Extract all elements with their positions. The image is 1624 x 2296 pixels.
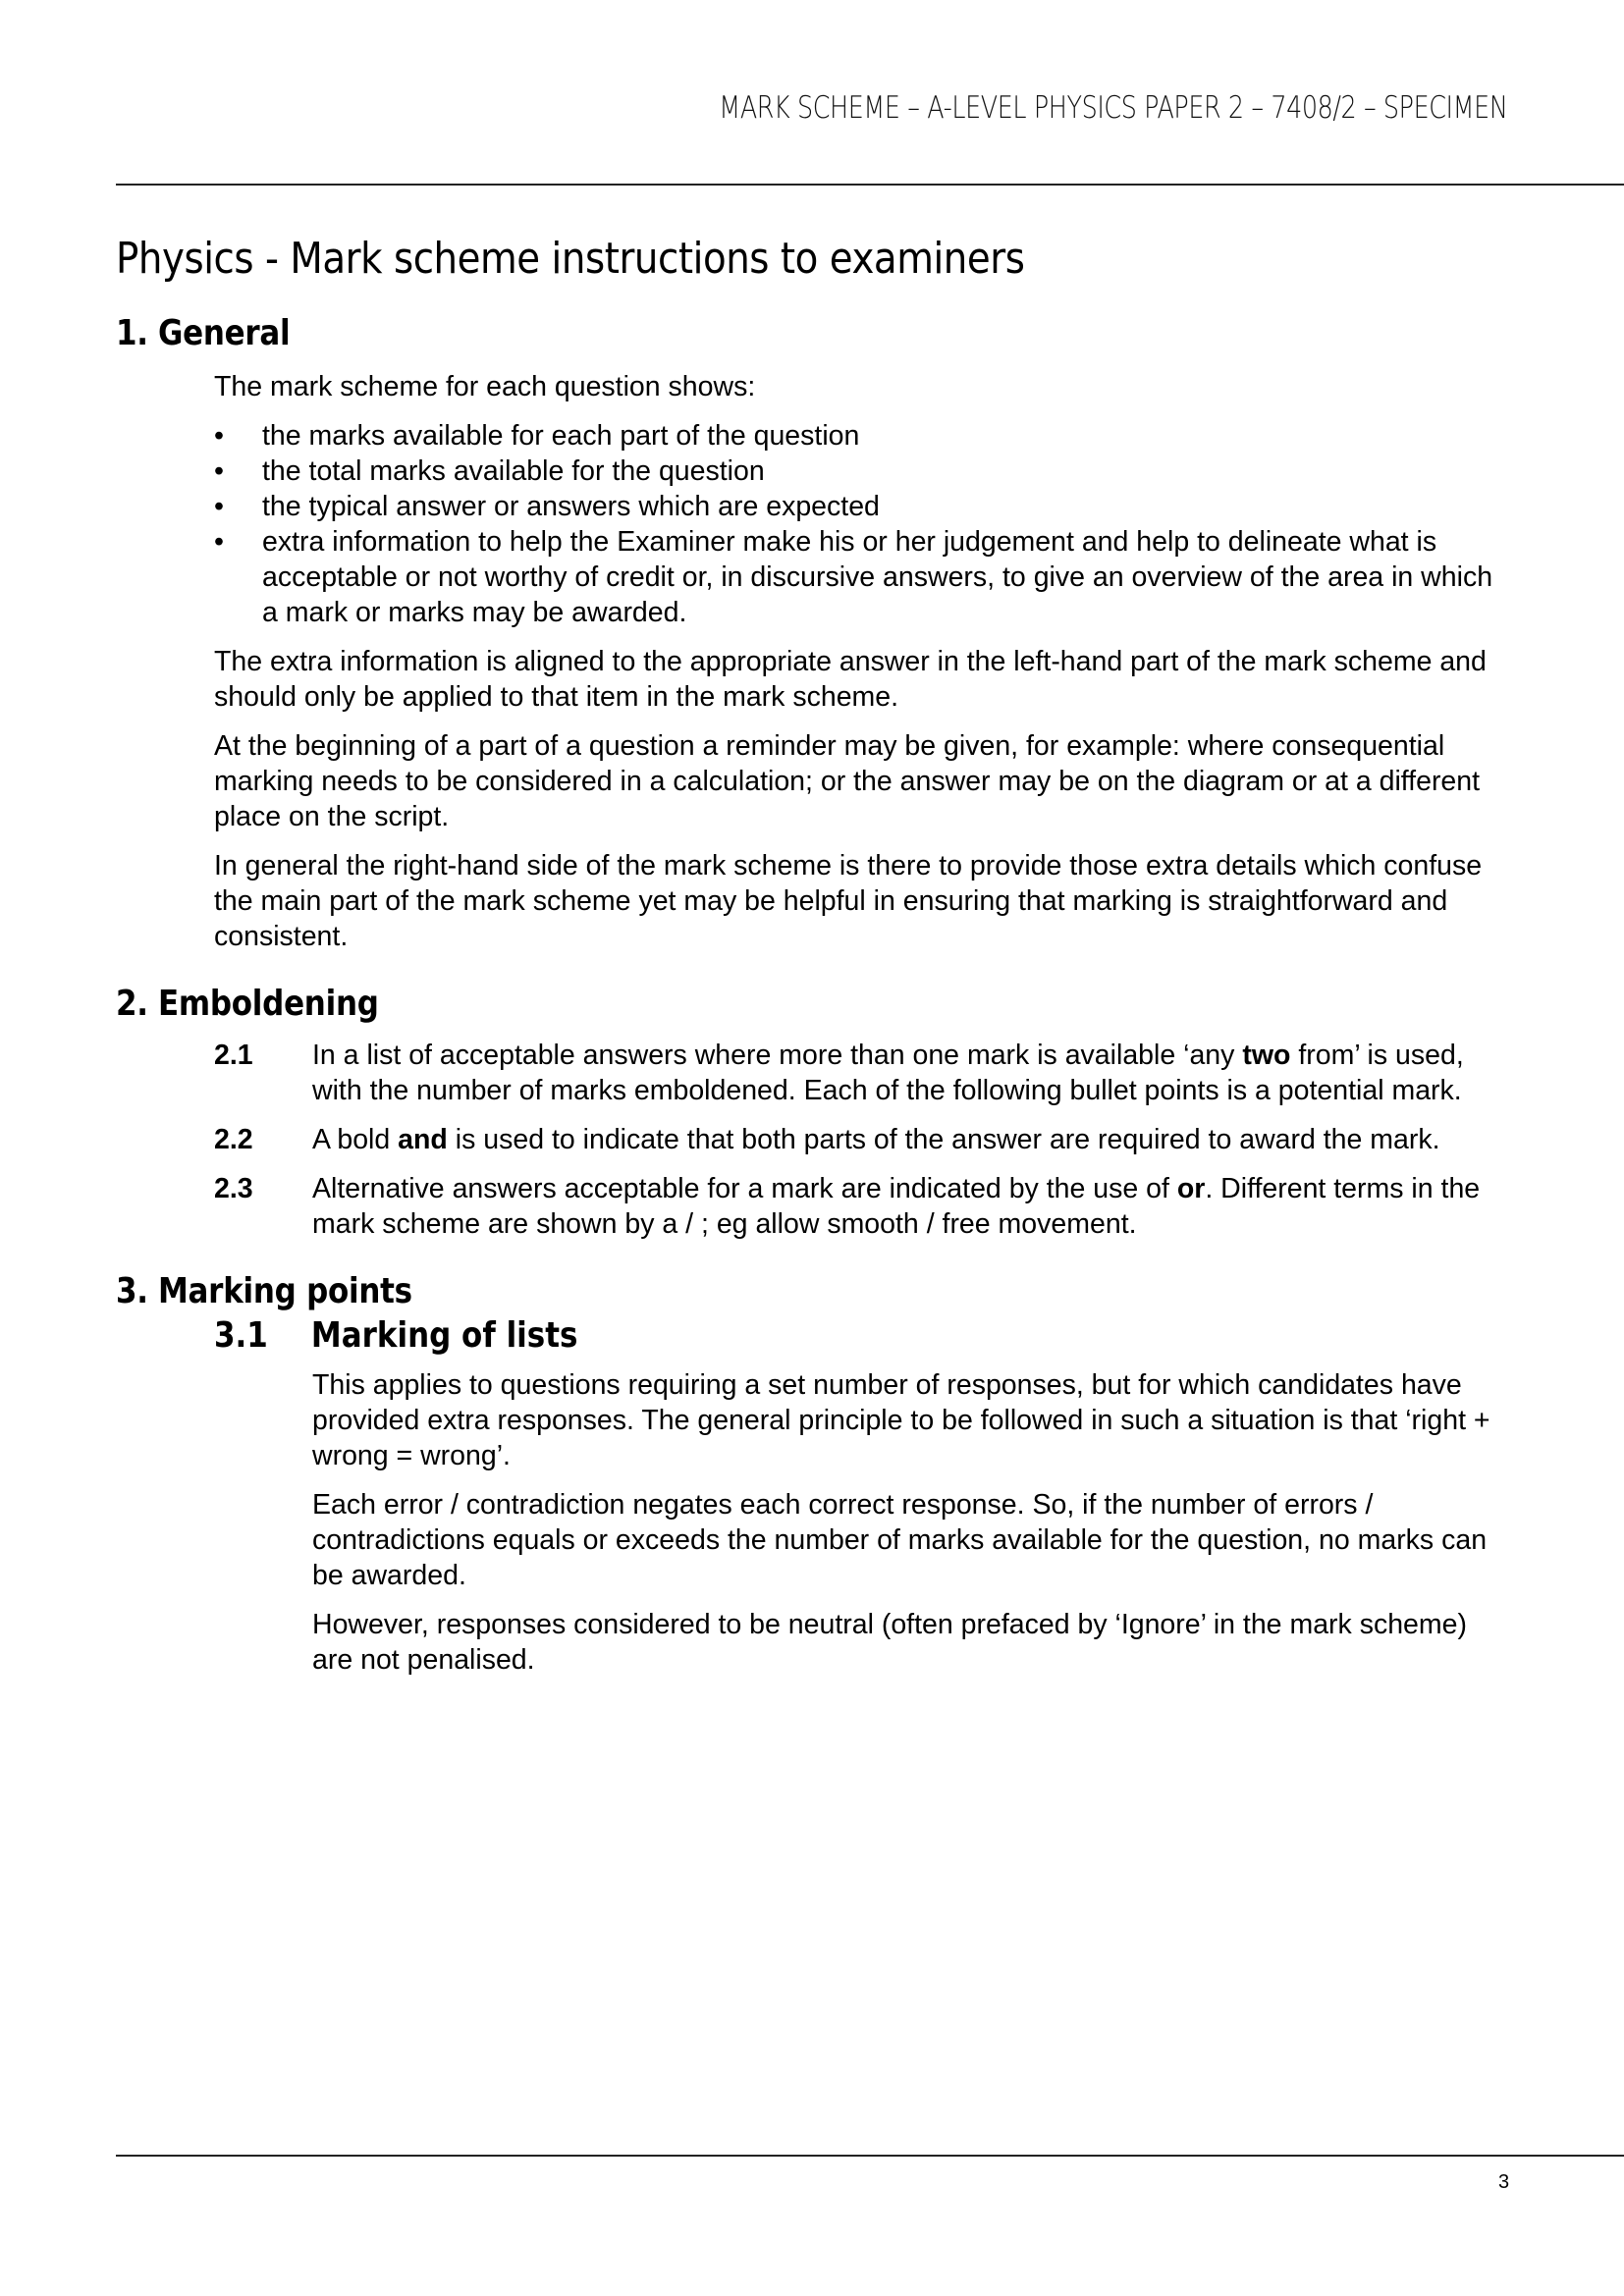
bullet-list — [214, 418, 1510, 630]
list-item: • extra information to help the Examiner make his or her judgement and help to delineate what is acceptable or not worthy of credit or, in discursive answers, to give an overview of the area in which a mark or marks may be awarded. — [214, 526, 1493, 628]
section-number: 3. — [116, 1271, 148, 1311]
section-marking-points — [116, 1271, 1510, 1678]
list-item: • the marks available for each part of the question — [214, 420, 860, 452]
subsection-heading — [214, 1315, 1328, 1356]
paragraph: The extra information is aligned to the appropriate answer in the left-hand part of the mark scheme and should only be applied to that item in the mark scheme. — [214, 646, 1487, 713]
page-number: 3 — [1498, 2171, 1510, 2193]
paragraph: However, responses considered to be neutral (often prefaced by ‘Ignore’ in the mark scheme) are not penalised. — [312, 1609, 1467, 1676]
section-heading — [116, 1271, 1315, 1311]
page-title: Physics - Mark scheme instructions to examiners — [116, 234, 1025, 284]
document-body — [116, 234, 1510, 1678]
header-divider — [116, 184, 1624, 186]
footer-divider — [116, 2155, 1624, 2157]
section-number: 2. — [116, 984, 148, 1024]
section-emboldening — [116, 984, 1510, 1242]
paragraph: Each error / contradiction negates each correct response. So, if the number of errors / contradictions equals or exceeds the number of marks available for the question, no marks can be awarded. — [312, 1489, 1488, 1591]
bullet-icon: • — [214, 455, 224, 487]
running-header: MARK SCHEME – A-LEVEL PHYSICS PAPER 2 – 7408/2 – SPECIMEN — [718, 90, 1507, 126]
bullet-icon: • — [214, 526, 224, 558]
list-item: • the total marks available for the question — [214, 455, 765, 487]
section-title: General — [158, 313, 291, 353]
section-number: 1. — [116, 313, 148, 353]
paragraph: In general the right-hand side of the mark scheme is there to provide those extra details which confuse the main part of the mark scheme yet may be helpful in ensuring that marking is straightforward and consistent. — [214, 850, 1483, 952]
numbered-item: 2.3 Alternative answers acceptable for a mark are indicated by the use of or. Different terms in the mark scheme are shown by a / ; eg allow smooth / free movement. — [214, 1173, 1481, 1240]
list-item: • the typical answer or answers which are expected — [214, 491, 880, 522]
bullet-icon: • — [214, 491, 224, 522]
subsection-number: 3.1 — [214, 1315, 268, 1356]
section-heading — [116, 313, 1315, 353]
item-number: 2.3 — [214, 1173, 253, 1204]
paragraph: This applies to questions requiring a set number of responses, but for which candidates have provided extra responses. The general principle to be followed in such a situation is that ‘right + wrong = wrong’. — [312, 1369, 1490, 1471]
section-title: Emboldening — [158, 984, 379, 1024]
item-number: 2.1 — [214, 1040, 253, 1071]
section-general — [116, 313, 1510, 954]
intro-text: The mark scheme for each question shows: — [214, 371, 756, 402]
section-heading — [116, 984, 1315, 1024]
numbered-item: 2.2 A bold and is used to indicate that both parts of the answer are required to award the mark. — [214, 1124, 1440, 1155]
item-number: 2.2 — [214, 1124, 253, 1155]
section-title: Marking points — [158, 1271, 412, 1311]
paragraph: At the beginning of a part of a question a reminder may be given, for example: where consequential marking needs to be considered in a calculation; or the answer may be on the diagram or at a different place on the script. — [214, 730, 1481, 832]
numbered-item: 2.1 In a list of acceptable answers where more than one mark is available ‘any two from’ is used, with the number of marks emboldened. Each of the following bullet points is a potential mark. — [214, 1040, 1464, 1106]
bullet-icon: • — [214, 420, 224, 452]
subsection-title: Marking of lists — [310, 1315, 578, 1356]
